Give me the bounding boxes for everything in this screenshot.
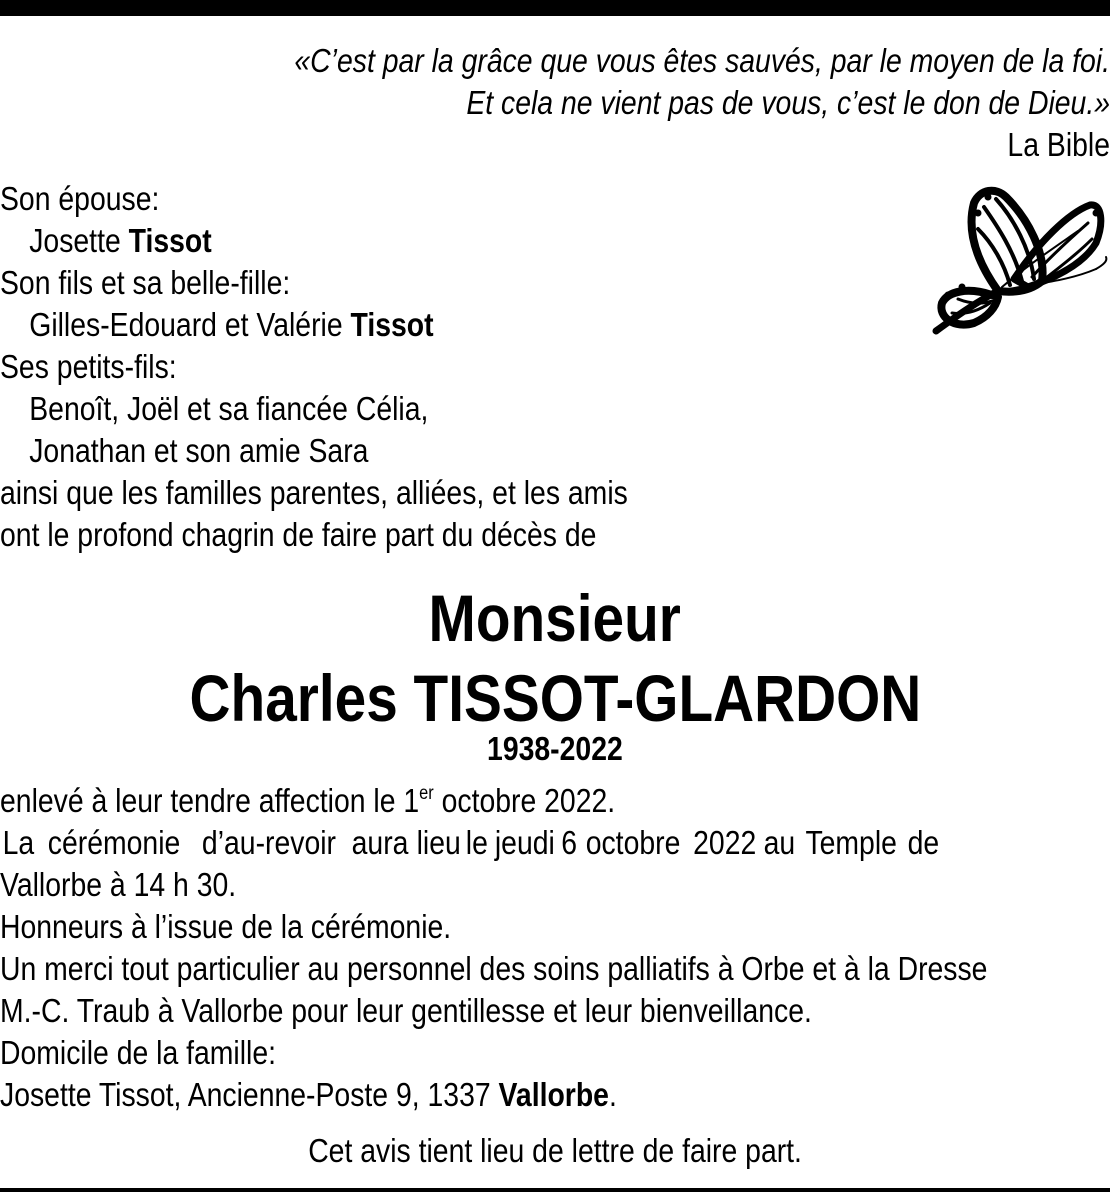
son-names: Gilles-Edouard et Valérie Tissot [29, 306, 434, 343]
ceremony-word: cérémonie [47, 824, 181, 861]
deceased-honorific: Monsieur [428, 581, 682, 655]
ceremony-word: 2022 [693, 824, 757, 861]
grandsons-line-1: Benoît, Joël et sa fiancée Célia, [29, 390, 429, 427]
notice-details [0, 780, 1110, 1116]
deceased-name: Charles TISSOT-GLARDON [189, 661, 921, 735]
spouse-name: Josette Tissot [29, 222, 212, 259]
ceremony-word: d’au-revoir [201, 824, 336, 861]
quote-source: La Bible [1007, 126, 1110, 163]
grandsons-line-2: Jonathan et son amie Sara [29, 432, 369, 469]
thanks-line-1: Un merci tout particulier au personnel des soins palliatifs à Orbe et à la Dresse [0, 950, 988, 987]
domicile-label: Domicile de la famille: [0, 1034, 277, 1071]
quote-line-2: Et cela ne vient pas de vous, c’est le don de Dieu.» [466, 84, 1110, 121]
death-line: enlevé à leur tendre affection le 1er octobre 2022. [0, 782, 616, 819]
ceremony-word: 6 [560, 824, 577, 861]
ceremony-word: Temple [805, 824, 898, 861]
ceremony-line-2: Vallorbe à 14 h 30. [0, 866, 237, 903]
family-list [0, 178, 900, 556]
ceremony-word: le [465, 824, 489, 861]
announce-line: ont le profond chagrin de faire part du décès de [0, 516, 597, 553]
grandsons-label: Ses petits-fils: [0, 348, 177, 385]
bible-quote [0, 40, 1110, 166]
quote-line-1: «C’est par la grâce que vous êtes sauvés, par le moyen de la foi. [294, 42, 1110, 79]
bottom-rule [0, 1188, 1110, 1192]
son-label: Son fils et sa belle-fille: [0, 264, 291, 301]
honors-line: Honneurs à l’issue de la cérémonie. [0, 908, 452, 945]
ceremony-word: aura [351, 824, 409, 861]
closing-note: Cet avis tient lieu de lettre de faire part. [308, 1132, 802, 1169]
ceremony-word: octobre [585, 824, 681, 861]
butterfly-icon [918, 183, 1110, 345]
ceremony-word: au [763, 824, 796, 861]
ceremony-word: de [907, 824, 939, 861]
ceremony-line-1 [0, 822, 1110, 864]
deceased-years: 1938-2022 [487, 730, 623, 767]
ceremony-word: La [2, 824, 35, 861]
top-rule [0, 0, 1110, 16]
domicile-address: Josette Tissot, Ancienne-Poste 9, 1337 Vallorbe. [0, 1076, 617, 1113]
ceremony-word: jeudi [494, 824, 555, 861]
thanks-line-2: M.-C. Traub à Vallorbe pour leur gentillesse et leur bienveillance. [0, 992, 812, 1029]
ceremony-word: lieu [416, 824, 461, 861]
others-line: ainsi que les familles parentes, alliées, et les amis [0, 474, 628, 511]
spouse-label: Son épouse: [0, 180, 160, 217]
